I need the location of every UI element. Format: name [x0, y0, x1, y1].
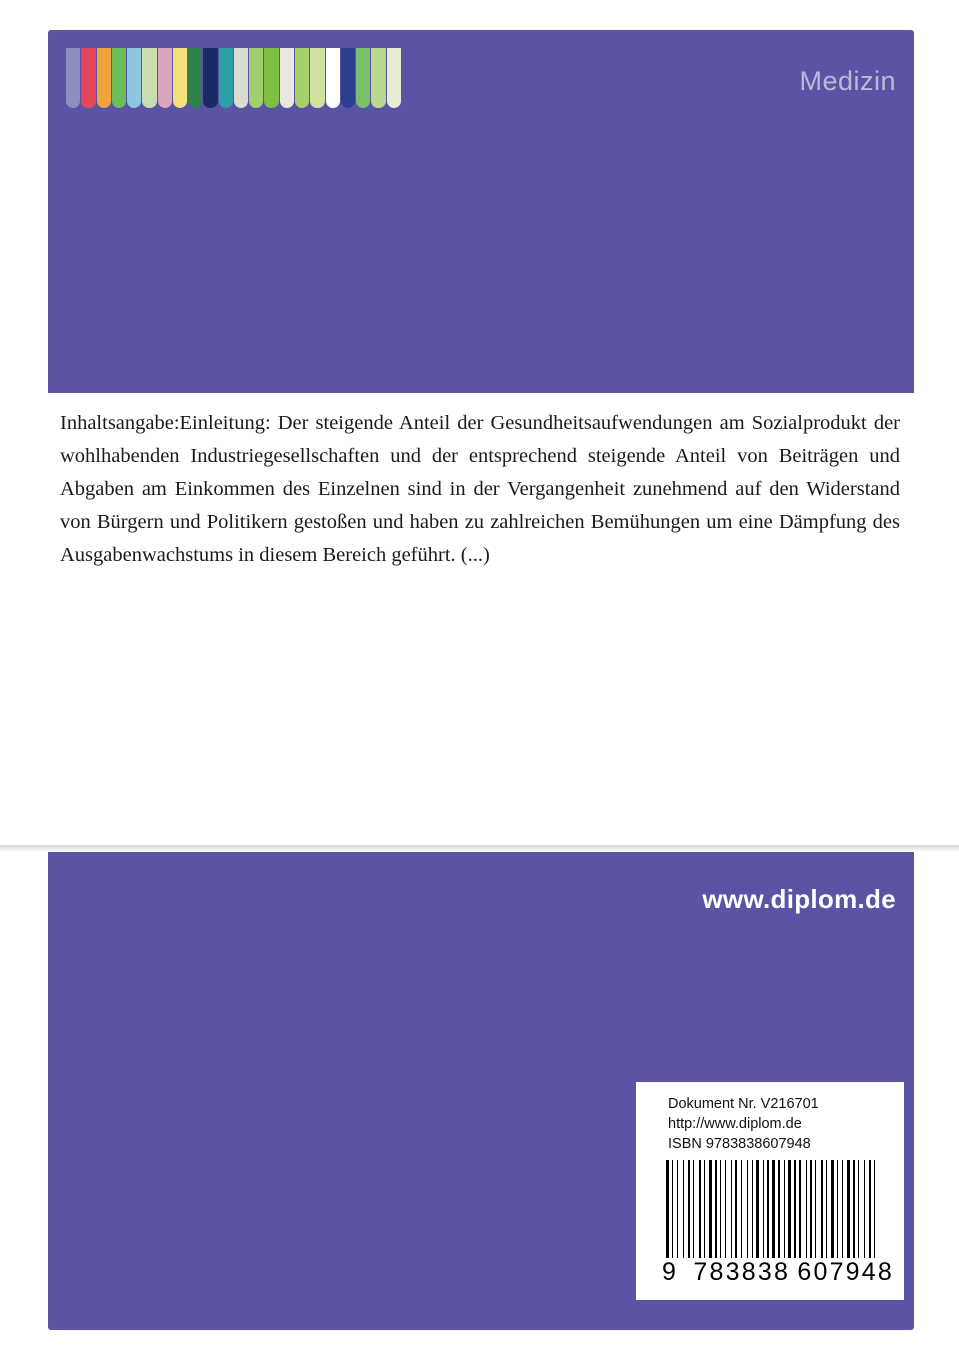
publisher-website: www.diplom.de: [702, 884, 896, 914]
barcode-bar: [704, 1160, 705, 1258]
barcode-bar: [860, 1160, 863, 1258]
barcode-bar: [828, 1160, 830, 1258]
color-stripe: [264, 48, 278, 108]
barcode-bar: [767, 1160, 769, 1258]
cover-bottom-panel: [48, 852, 914, 1330]
barcode-bar: [874, 1160, 875, 1258]
barcode-bar: [720, 1160, 721, 1258]
barcode-bar: [866, 1160, 868, 1258]
barcode-bar: [727, 1160, 730, 1258]
barcode-bar: [679, 1160, 682, 1258]
color-stripe: [295, 48, 309, 108]
barcode-bar: [839, 1160, 841, 1258]
barcode-bar: [749, 1160, 751, 1258]
barcode-bar: [786, 1160, 787, 1258]
barcode-bar: [853, 1160, 855, 1258]
barcode-bar: [713, 1160, 714, 1258]
barcode-bar: [808, 1160, 809, 1258]
abstract-band: [0, 393, 959, 845]
barcode-bar: [856, 1160, 857, 1258]
barcode-bar: [821, 1160, 823, 1258]
barcode-bar: [683, 1160, 684, 1258]
color-stripe: [203, 48, 217, 108]
barcode-bar: [666, 1160, 669, 1258]
barcode-bar: [831, 1160, 834, 1258]
document-url: http://www.diplom.de: [668, 1116, 802, 1132]
barcode-bar: [824, 1160, 825, 1258]
barcode-bar: [784, 1160, 785, 1258]
barcode-bar: [725, 1160, 726, 1258]
cover-top-panel: [48, 30, 914, 393]
barcode-metadata: [668, 1094, 819, 1154]
barcode-bar: [810, 1160, 812, 1258]
barcode-bar: [835, 1160, 836, 1258]
ean-right-group: 607948: [797, 1258, 894, 1286]
barcode-bar: [670, 1160, 671, 1258]
barcode-bar: [695, 1160, 698, 1258]
barcode-bar: [722, 1160, 724, 1258]
band-divider: [0, 845, 959, 852]
barcode-bar: [799, 1160, 801, 1258]
barcode-bar: [815, 1160, 816, 1258]
ean-left-group: 783838: [693, 1258, 791, 1286]
category-label: Medizin: [799, 66, 896, 96]
barcode-bar: [778, 1160, 780, 1258]
barcode-bar: [797, 1160, 798, 1258]
color-stripe: [66, 48, 80, 108]
barcode-bar: [806, 1160, 807, 1258]
barcode-bar: [743, 1160, 746, 1258]
color-stripe: [142, 48, 156, 108]
barcode-bar: [817, 1160, 820, 1258]
barcode-bar: [765, 1160, 766, 1258]
color-stripe: [356, 48, 370, 108]
barcode-bar: [741, 1160, 742, 1258]
color-stripe: [326, 48, 340, 108]
barcode-bars: [666, 1160, 888, 1258]
barcode-bar: [842, 1160, 843, 1258]
ean-lead-digit: 9: [662, 1258, 679, 1286]
barcode-bar: [738, 1160, 740, 1258]
barcode-bar: [869, 1160, 871, 1258]
barcode-bar: [688, 1160, 690, 1258]
barcode-bar: [731, 1160, 732, 1258]
barcode-bar: [735, 1160, 737, 1258]
document-number: Dokument Nr. V216701: [668, 1096, 819, 1112]
barcode-bar: [792, 1160, 793, 1258]
color-stripe: [310, 48, 324, 108]
barcode-bar: [715, 1160, 717, 1258]
barcode-bar: [699, 1160, 701, 1258]
color-stripe: [173, 48, 187, 108]
barcode-bar: [702, 1160, 703, 1258]
barcode-bar: [756, 1160, 759, 1258]
color-stripe: [81, 48, 95, 108]
barcode-bar: [826, 1160, 827, 1258]
barcode-bar: [747, 1160, 748, 1258]
barcode-bar: [802, 1160, 805, 1258]
color-stripe: [219, 48, 233, 108]
barcode-bar: [772, 1160, 775, 1258]
barcode-digits: [662, 1258, 894, 1287]
color-stripe: [158, 48, 172, 108]
barcode-bar: [781, 1160, 783, 1258]
color-stripe-bar: [66, 48, 402, 108]
barcode-bar: [709, 1160, 712, 1258]
barcode-bar: [788, 1160, 791, 1258]
barcode-bar: [858, 1160, 859, 1258]
color-stripe: [280, 48, 294, 108]
barcode-bar: [733, 1160, 734, 1258]
barcode-bar: [677, 1160, 678, 1258]
barcode-bar: [718, 1160, 719, 1258]
barcode-bar: [864, 1160, 865, 1258]
barcode-bar: [691, 1160, 692, 1258]
barcode-bar: [752, 1160, 753, 1258]
barcode-bar: [763, 1160, 764, 1258]
color-stripe: [387, 48, 401, 108]
barcode-bar: [760, 1160, 762, 1258]
barcode-bar: [837, 1160, 838, 1258]
color-stripe: [371, 48, 385, 108]
barcode-bar: [706, 1160, 708, 1258]
color-stripe: [127, 48, 141, 108]
barcode-bar: [794, 1160, 796, 1258]
color-stripe: [249, 48, 263, 108]
barcode-bar: [693, 1160, 694, 1258]
color-stripe: [188, 48, 202, 108]
color-stripe: [112, 48, 126, 108]
barcode-bar: [685, 1160, 687, 1258]
barcode-bar: [770, 1160, 771, 1258]
barcode-bar: [813, 1160, 814, 1258]
color-stripe: [234, 48, 248, 108]
abstract-text: Inhaltsangabe:Einleitung: Der steigende Anteil der Gesundheitsaufwendungen am Sozialprodukt der wohlhabenden Industriegesellschaften und der entsprechend steigende Anteil von Beiträgen und Abgaben am Einkommen des Einzelnen sind in der Vergangenheit zunehmend auf den Widerstand von Bürgern und Politikern gestoßen und haben zu zahlreichen Bemühungen um eine Dämpfung des Ausgabenwachstums in diesem Bereich geführt. (...): [60, 412, 900, 566]
barcode-bar: [844, 1160, 846, 1258]
barcode-bar: [672, 1160, 673, 1258]
barcode-bar: [776, 1160, 777, 1258]
barcode-bar: [847, 1160, 850, 1258]
barcode-bar: [872, 1160, 873, 1258]
color-stripe: [97, 48, 111, 108]
isbn-label: ISBN 9783838607948: [668, 1136, 811, 1152]
barcode-block: [636, 1082, 904, 1300]
barcode-bar: [851, 1160, 852, 1258]
barcode-bar: [876, 1160, 879, 1258]
barcode-bar: [754, 1160, 755, 1258]
barcode-bar: [674, 1160, 676, 1258]
color-stripe: [341, 48, 355, 108]
